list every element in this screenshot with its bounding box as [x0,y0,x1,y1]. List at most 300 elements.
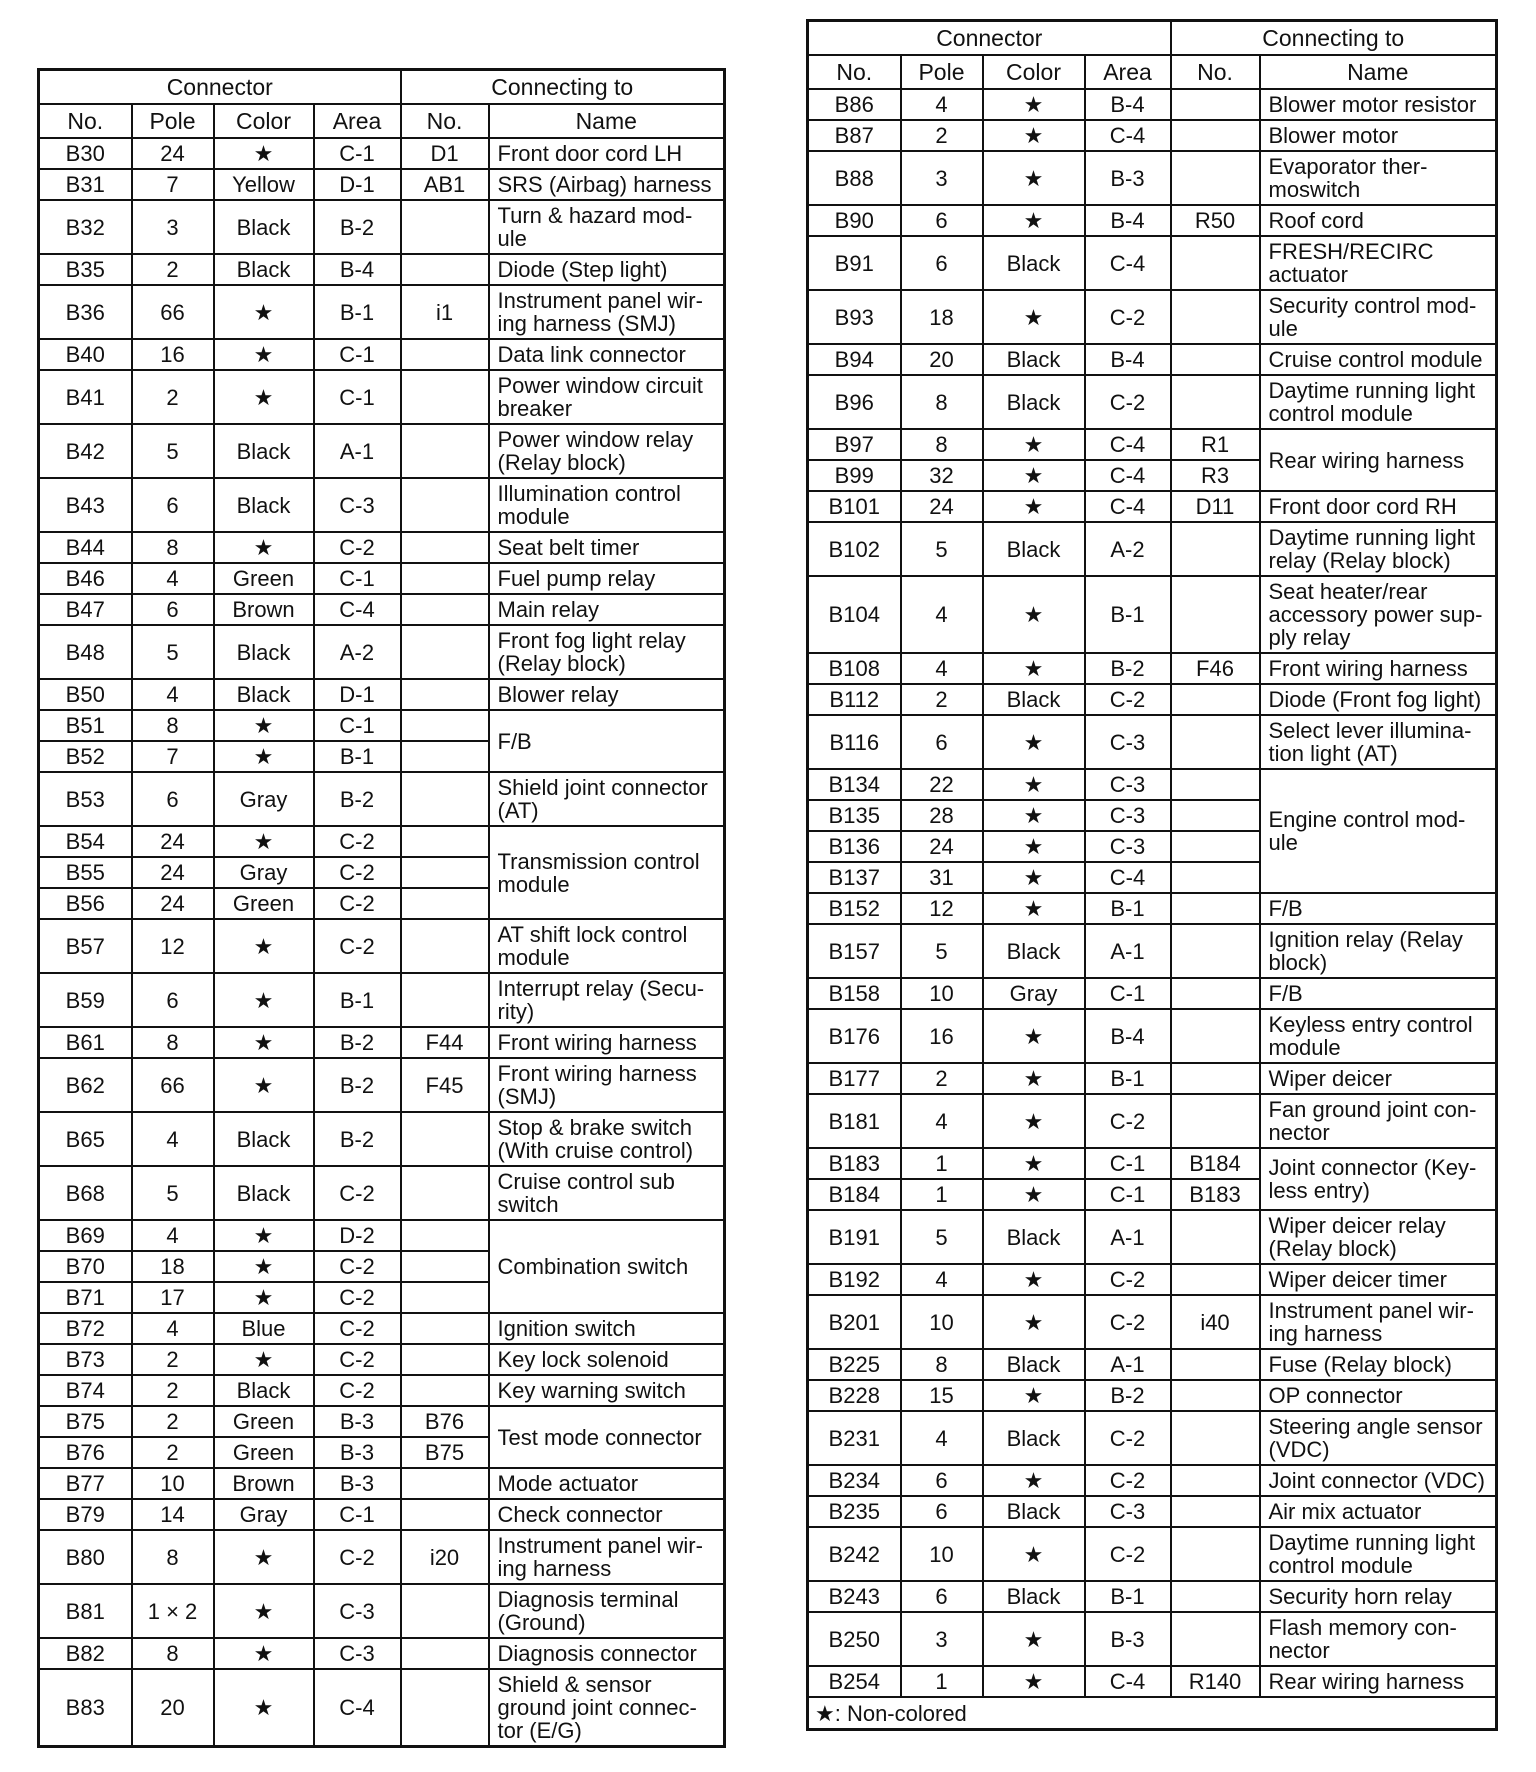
table-row [39,370,725,424]
table-row [39,826,725,857]
connecting-to-name: Test mode connector [489,1406,725,1468]
connecting-to-no: B76 [401,1406,489,1437]
connecting-to-no: B184 [1171,1148,1260,1179]
connecting-to-no [1171,120,1260,151]
pole-count: 24 [132,826,214,857]
area-code: B-4 [1085,89,1171,120]
connector-color: Black [983,1349,1085,1380]
connector-color: Green [214,888,314,919]
area-code: B-4 [1085,1009,1171,1063]
connector-no: B184 [808,1179,901,1210]
connector-color: Black [983,344,1085,375]
pole-count: 66 [132,285,214,339]
area-code: C-2 [1085,1264,1171,1295]
connecting-to-name: Blower motor [1260,120,1497,151]
pole-count: 24 [132,857,214,888]
table-row [39,1669,725,1746]
pole-count: 6 [901,1465,983,1496]
table-row [808,715,1497,769]
connecting-to-name: Transmission control module [489,826,725,919]
area-code: C-2 [314,857,401,888]
area-code: B-3 [314,1406,401,1437]
connecting-to-name: Main relay [489,594,725,625]
table-row [808,1465,1497,1496]
pole-count: 28 [901,800,983,831]
pole-count: 4 [901,1094,983,1148]
area-code: B-2 [314,1112,401,1166]
table-row [808,769,1497,800]
table-row [808,924,1497,978]
connector-no: B79 [39,1499,132,1530]
connecting-to-name: SRS (Airbag) harness [489,169,725,200]
area-code: D-1 [314,679,401,710]
connecting-to-name: F/B [1260,893,1497,924]
pole-count: 1 [901,1148,983,1179]
connector-color: ★ [983,1465,1085,1496]
connector-color: ★ [983,1094,1085,1148]
connector-color: ★ [983,800,1085,831]
connecting-to-no [401,1282,489,1313]
table-row [39,1344,725,1375]
connector-color: Black [214,1166,314,1220]
connector-color: Gray [214,857,314,888]
area-code: D-2 [314,1220,401,1251]
connecting-to-no [1171,1581,1260,1612]
connector-color: ★ [214,973,314,1027]
pole-count: 8 [901,1349,983,1380]
connecting-to-no [1171,344,1260,375]
connecting-to-no [401,1251,489,1282]
area-code: B-4 [1085,205,1171,236]
table-row [39,478,725,532]
area-code: C-4 [1085,491,1171,522]
connector-no: B234 [808,1465,901,1496]
pole-count: 2 [901,120,983,151]
table-row [808,120,1497,151]
area-code: C-2 [314,826,401,857]
area-code: C-3 [1085,769,1171,800]
area-code: C-1 [314,1499,401,1530]
connecting-to-name: Interrupt relay (Secu- rity) [489,973,725,1027]
area-code: B-3 [314,1468,401,1499]
connecting-to-no: F44 [401,1027,489,1058]
area-code: C-2 [314,1251,401,1282]
connecting-to-name: Shield joint connector (AT) [489,772,725,826]
connector-no: B70 [39,1251,132,1282]
connector-color: ★ [214,919,314,973]
connecting-to-name: Wiper deicer timer [1260,1264,1497,1295]
footnote: ★: Non-colored [808,1697,1497,1730]
connector-no: B47 [39,594,132,625]
col-header-name: Name [1260,55,1497,89]
table-row [39,1220,725,1251]
area-code: C-4 [1085,862,1171,893]
table-row [808,205,1497,236]
connector-no: B62 [39,1058,132,1112]
table-row [39,772,725,826]
pole-count: 24 [132,888,214,919]
pole-count: 2 [132,1406,214,1437]
connecting-to-no [1171,375,1260,429]
connector-group-header: Connector [808,21,1171,56]
pole-count: 18 [132,1251,214,1282]
pole-count: 24 [901,831,983,862]
table-row [39,1406,725,1437]
area-code: C-3 [1085,715,1171,769]
connector-no: B32 [39,200,132,254]
table-row [39,594,725,625]
connector-no: B75 [39,1406,132,1437]
pole-count: 5 [901,924,983,978]
table-row [808,978,1497,1009]
area-code: C-2 [314,1313,401,1344]
pole-count: 8 [132,532,214,563]
col-header-pole: Pole [901,55,983,89]
connecting-to-name: Combination switch [489,1220,725,1313]
connector-color: ★ [983,205,1085,236]
area-code: C-2 [1085,290,1171,344]
connector-color: ★ [983,1063,1085,1094]
table-row [808,576,1497,653]
header-row-group [808,21,1497,56]
connecting-to-no [1171,893,1260,924]
connector-color: Green [214,1406,314,1437]
area-code: C-2 [314,532,401,563]
connecting-to-name: Fuel pump relay [489,563,725,594]
connector-color: Black [983,684,1085,715]
pole-count: 16 [132,339,214,370]
table-row [39,138,725,169]
connecting-to-name: Diagnosis terminal (Ground) [489,1584,725,1638]
pole-count: 8 [901,375,983,429]
connecting-to-no [401,679,489,710]
connecting-to-no [401,424,489,478]
connector-no: B44 [39,532,132,563]
table-row [808,1411,1497,1465]
pole-count: 4 [132,1112,214,1166]
area-code: A-1 [314,424,401,478]
area-code: C-1 [314,138,401,169]
connecting-to-name: Fan ground joint con- nector [1260,1094,1497,1148]
area-code: A-2 [1085,522,1171,576]
table-row [39,285,725,339]
area-code: C-3 [1085,800,1171,831]
connecting-to-no [401,1499,489,1530]
pole-count: 3 [132,200,214,254]
connecting-to-name: Wiper deicer [1260,1063,1497,1094]
connecting-to-no [1171,715,1260,769]
connector-no: B31 [39,169,132,200]
connector-color: ★ [983,1527,1085,1581]
connecting-to-name: Blower motor resistor [1260,89,1497,120]
connecting-to-no [401,1638,489,1669]
pole-count: 4 [132,1313,214,1344]
connecting-to-no [1171,1496,1260,1527]
table-row [808,893,1497,924]
connector-no: B76 [39,1437,132,1468]
connecting-to-no: R1 [1171,429,1260,460]
connecting-to-name: Seat heater/rear accessory power sup- ply relay [1260,576,1497,653]
table-row [808,1581,1497,1612]
connecting-to-no: i40 [1171,1295,1260,1349]
connector-no: B82 [39,1638,132,1669]
connector-color: ★ [983,89,1085,120]
connecting-to-no [1171,1380,1260,1411]
connector-color: ★ [983,120,1085,151]
connector-no: B152 [808,893,901,924]
connecting-to-no [1171,89,1260,120]
col-header-name: Name [489,104,725,138]
table-row [808,1380,1497,1411]
connector-color: ★ [983,862,1085,893]
connecting-to-no [1171,1465,1260,1496]
connector-color: Gray [983,978,1085,1009]
connecting-to-name: Turn & hazard mod- ule [489,200,725,254]
connector-no: B181 [808,1094,901,1148]
area-code: C-2 [1085,1295,1171,1349]
connecting-to-name: Evaporator ther- moswitch [1260,151,1497,205]
connecting-to-no [1171,1009,1260,1063]
pole-count: 2 [901,1063,983,1094]
connector-no: B52 [39,741,132,772]
pole-count: 12 [901,893,983,924]
connecting-to-no [1171,151,1260,205]
connecting-to-name: Cruise control sub switch [489,1166,725,1220]
table-row [39,1499,725,1530]
connecting-to-group-header: Connecting to [401,70,725,105]
area-code: B-4 [314,254,401,285]
connector-no: B68 [39,1166,132,1220]
connecting-to-name: Power window circuit breaker [489,370,725,424]
table-row [808,89,1497,120]
connector-no: B183 [808,1148,901,1179]
connecting-to-name: F/B [489,710,725,772]
area-code: B-2 [1085,653,1171,684]
pole-count: 12 [132,919,214,973]
pole-count: 3 [901,151,983,205]
connecting-to-no [401,973,489,1027]
connector-color: ★ [983,653,1085,684]
area-code: C-4 [1085,429,1171,460]
connecting-to-no [401,200,489,254]
connector-color: ★ [983,1148,1085,1179]
pole-count: 20 [132,1669,214,1746]
area-code: C-2 [1085,1527,1171,1581]
connecting-to-no: F46 [1171,653,1260,684]
connecting-to-name: Rear wiring harness [1260,429,1497,491]
connecting-to-no [401,857,489,888]
connecting-to-no [401,594,489,625]
connector-no: B97 [808,429,901,460]
area-code: C-3 [314,478,401,532]
connecting-to-no [401,772,489,826]
pole-count: 2 [132,1344,214,1375]
pole-count: 10 [901,1527,983,1581]
connecting-to-no [401,1468,489,1499]
connector-color: ★ [214,1344,314,1375]
col-header-area: Area [1085,55,1171,89]
area-code: B-2 [314,772,401,826]
area-code: B-3 [1085,151,1171,205]
table-row [39,625,725,679]
pole-count: 2 [901,684,983,715]
connector-no: B177 [808,1063,901,1094]
connector-no: B30 [39,138,132,169]
connecting-to-no [1171,1094,1260,1148]
connector-color: ★ [214,710,314,741]
connecting-to-name: Select lever illumina- tion light (AT) [1260,715,1497,769]
connector-color: ★ [214,826,314,857]
connector-color: Green [214,1437,314,1468]
connector-no: B35 [39,254,132,285]
connecting-to-no [1171,924,1260,978]
connector-color: ★ [983,831,1085,862]
connector-color: ★ [214,1058,314,1112]
connecting-to-name: AT shift lock control module [489,919,725,973]
col-header-to-no: No. [1171,55,1260,89]
pole-count: 8 [132,710,214,741]
area-code: C-3 [1085,1496,1171,1527]
connector-no: B136 [808,831,901,862]
table-row [39,563,725,594]
pole-count: 6 [901,1496,983,1527]
connector-color: Black [983,1496,1085,1527]
pole-count: 6 [901,236,983,290]
connecting-to-name: Flash memory con- nector [1260,1612,1497,1666]
pole-count: 8 [132,1638,214,1669]
area-code: C-3 [314,1584,401,1638]
pole-count: 4 [132,679,214,710]
connector-no: B91 [808,236,901,290]
connecting-to-no [1171,1349,1260,1380]
connector-color: Black [214,1375,314,1406]
table-row [808,1148,1497,1179]
area-code: C-2 [314,1375,401,1406]
connector-no: B88 [808,151,901,205]
connecting-to-no [401,1584,489,1638]
connecting-to-name: FRESH/RECIRC actuator [1260,236,1497,290]
connector-color: Black [214,424,314,478]
connector-color: Black [214,625,314,679]
connector-no: B71 [39,1282,132,1313]
connector-no: B72 [39,1313,132,1344]
connecting-to-no [401,563,489,594]
connector-table-left [37,68,726,1748]
table-row [808,1666,1497,1697]
connector-no: B176 [808,1009,901,1063]
pole-count: 24 [132,138,214,169]
area-code: C-1 [314,370,401,424]
table-row [39,1166,725,1220]
connector-no: B235 [808,1496,901,1527]
pole-count: 4 [901,89,983,120]
connecting-to-name: Stop & brake switch (With cruise control) [489,1112,725,1166]
area-code: C-2 [1085,1465,1171,1496]
area-code: C-3 [1085,831,1171,862]
col-header-area: Area [314,104,401,138]
table-row [808,1063,1497,1094]
connecting-to-name: Engine control mod- ule [1260,769,1497,893]
area-code: B-1 [1085,576,1171,653]
connector-color: Black [214,679,314,710]
area-code: C-2 [314,919,401,973]
table-row [39,679,725,710]
connecting-to-name: Cruise control module [1260,344,1497,375]
pole-count: 31 [901,862,983,893]
connector-no: B102 [808,522,901,576]
connecting-to-name: Front door cord LH [489,138,725,169]
area-code: A-1 [1085,1349,1171,1380]
connector-color: ★ [214,1282,314,1313]
connector-color: ★ [983,151,1085,205]
connecting-to-no [401,741,489,772]
connector-color: ★ [214,339,314,370]
table-row [808,684,1497,715]
connector-no: B191 [808,1210,901,1264]
table-row [39,532,725,563]
connecting-to-name: Roof cord [1260,205,1497,236]
connecting-to-no [1171,978,1260,1009]
area-code: C-1 [1085,978,1171,1009]
area-code: C-2 [1085,375,1171,429]
pole-count: 5 [901,1210,983,1264]
connector-no: B192 [808,1264,901,1295]
connector-no: B86 [808,89,901,120]
connecting-to-no: R50 [1171,205,1260,236]
pole-count: 5 [132,625,214,679]
connecting-to-no [401,339,489,370]
connector-no: B59 [39,973,132,1027]
connecting-to-name: Front door cord RH [1260,491,1497,522]
connecting-to-no [1171,1210,1260,1264]
table-row [808,522,1497,576]
area-code: C-2 [314,1282,401,1313]
connector-no: B243 [808,1581,901,1612]
pole-count: 32 [901,460,983,491]
area-code: B-2 [1085,1380,1171,1411]
pole-count: 3 [901,1612,983,1666]
pole-count: 14 [132,1499,214,1530]
connector-no: B104 [808,576,901,653]
table-row [808,1009,1497,1063]
connecting-to-name: Diode (Front fog light) [1260,684,1497,715]
connector-color: ★ [983,769,1085,800]
connecting-to-no [1171,1527,1260,1581]
area-code: C-1 [314,710,401,741]
connector-no: B242 [808,1527,901,1581]
connector-color: ★ [983,1666,1085,1697]
connector-color: ★ [214,741,314,772]
connector-no: B54 [39,826,132,857]
connector-no: B134 [808,769,901,800]
pole-count: 1 × 2 [132,1584,214,1638]
table-row [39,1027,725,1058]
area-code: C-1 [314,563,401,594]
connector-color: ★ [983,429,1085,460]
connector-no: B41 [39,370,132,424]
connector-color: ★ [214,1530,314,1584]
connector-no: B96 [808,375,901,429]
connector-color: Yellow [214,169,314,200]
connector-color: ★ [214,138,314,169]
connecting-to-no: i20 [401,1530,489,1584]
connector-color: ★ [214,532,314,563]
connecting-to-name: Diagnosis connector [489,1638,725,1669]
connector-no: B36 [39,285,132,339]
connector-color: ★ [983,1009,1085,1063]
connector-no: B116 [808,715,901,769]
pole-count: 4 [901,576,983,653]
